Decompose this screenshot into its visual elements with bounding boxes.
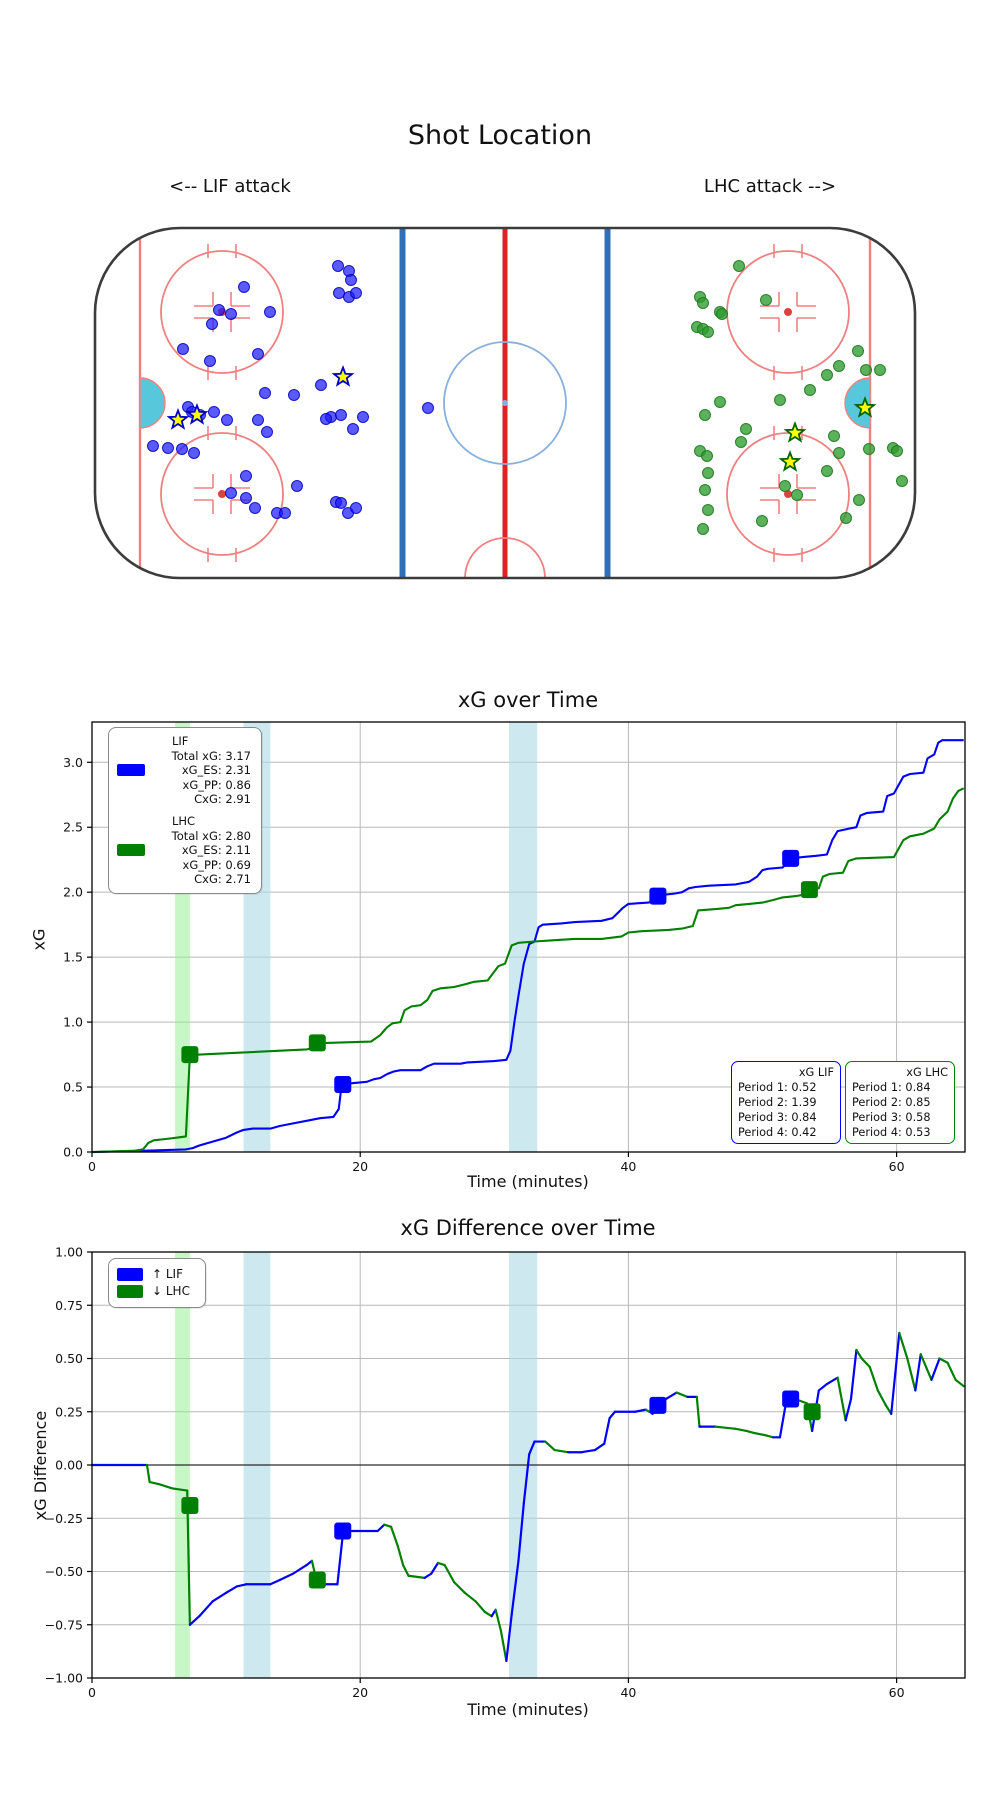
legend-stat-line: Total xG: 2.80 [171,828,251,843]
lhc-shot-dot [822,370,833,381]
xg-diff-segment [891,1333,899,1414]
x-tick-label: 60 [888,1685,905,1700]
legend-text [152,734,251,807]
xg-diff-segment [746,1431,754,1433]
lhc-shot-dot [780,481,791,492]
legend-stat-line: xG_ES: 2.11 [181,843,251,858]
y-tick-label: 0.0 [63,1144,83,1160]
xg-diff-segment [199,1601,212,1616]
lhc-shot-dot [741,424,752,435]
goal-marker-lhc [801,882,817,898]
chart1-legend [108,727,262,894]
y-tick-label: 1.5 [63,949,83,965]
lhc-shot-dot [864,444,875,455]
rink-diagram [95,228,915,578]
xg-diff-segment [337,1535,342,1584]
goal-marker-lif [650,1397,666,1413]
x-tick-label: 40 [620,1685,637,1700]
lif-shot-dot [241,471,252,482]
xg-diff-segment [862,1359,870,1368]
y-tick-label: −1.00 [44,1670,83,1686]
period-stat-line: Period 2: 0.85 [852,1096,931,1110]
x-tick-label: 20 [352,1685,369,1700]
xg-diff-segment [555,1450,568,1452]
lhc-shot-dot [736,437,747,448]
y-tick-label: 2.0 [63,884,83,900]
goal-marker-lhc [309,1572,325,1588]
lif-shot-dot [333,261,344,272]
x-tick-label: 20 [352,1159,369,1174]
y-tick-label: −0.25 [44,1510,83,1526]
lhc-shot-dot [703,468,714,479]
diff-legend-label: ↓ LHC [152,1284,190,1299]
xg-diff-segment [476,1601,485,1612]
period-stat-line: Period 3: 0.84 [738,1111,817,1125]
legend-stat-line: xG_PP: 0.86 [182,777,251,792]
powerplay-band [509,722,537,1152]
lhc-shot-dot [834,448,845,459]
faceoff-spot [218,490,226,498]
lif-shot-dot [336,498,347,509]
lhc-attack-label: LHC attack --> [703,176,837,197]
xg-diff-segment [697,1397,700,1427]
xg-diff-segment [926,1367,931,1380]
xg-diff-segment [398,1546,403,1565]
xg-diff-segment [851,1350,856,1399]
y-tick-label: 0.5 [63,1079,83,1095]
xg-diff-segment [846,1399,851,1420]
legend-stat-line: Total xG: 3.17 [171,748,251,763]
chart1-x-axis-label: Time (minutes) [467,1172,589,1191]
xg-diff-segment [150,1482,159,1484]
lif-shot-dot [222,415,233,426]
lhc-shot-dot [897,476,908,487]
lif-shot-dot [250,503,261,514]
xg-diff-segment [736,1429,747,1431]
lif-shot-dot [207,319,218,330]
xg-diff-segment [454,1582,465,1593]
lhc-shot-dot [761,295,772,306]
legend-stat-line: CxG: 2.91 [194,792,251,807]
lhc-shot-dot [875,365,886,376]
lif-shot-dot [253,415,264,426]
legend-team-name: LHC [172,813,196,828]
lhc-shot-dot [861,365,872,376]
goal-marker-lif [335,1523,351,1539]
lhc-shot-dot [829,431,840,442]
chart1-y-axis-label: xG [29,928,49,951]
lif-shot-dot [148,441,159,452]
xg-diff-segment [431,1563,438,1574]
faceoff-spot [784,308,792,316]
xg-diff-segment [425,1574,432,1578]
lhc-shot-dot [805,385,816,396]
y-tick-label: 0.50 [55,1351,83,1366]
xg-diff-segment [610,1412,615,1418]
lif-shot-dot [214,305,225,316]
lif-shot-dot [423,403,434,414]
goal-marker-lif [335,1076,351,1092]
period-stat-line: Period 1: 0.52 [738,1081,817,1095]
legend-group-lhc [117,814,251,887]
lif-color-swatch [117,764,145,776]
y-tick-label: −0.75 [44,1617,83,1633]
lif-shot-dot [239,282,250,293]
lif-shot-dot [351,503,362,514]
goal-marker-lif [783,1391,799,1407]
xg-diff-segment [677,1393,688,1397]
lif-shot-dot [226,309,237,320]
period-box-title: xG LIF [798,1066,834,1079]
xg-diff-segment [899,1333,907,1359]
chart2-y-axis-label: xG Difference [31,1410,51,1521]
xg-diff-segment [827,1378,838,1384]
lhc-shot-dot [792,490,803,501]
lhc-shot-dot [703,505,714,516]
xg-diff-segment [604,1418,609,1444]
lif-shot-dot [226,488,237,499]
xg-diff-segment [501,1631,506,1661]
lif-shot-dot [348,424,359,435]
lif-period-box [731,1061,841,1144]
lhc-shot-dot [717,309,728,320]
xg-diff-segment [226,1586,237,1592]
xg-diff-segment [378,1525,385,1531]
lif-shot-dot [205,356,216,367]
y-tick-label: −0.50 [44,1564,83,1579]
xg-diff-segment [147,1465,150,1482]
period-stat-line: Period 4: 0.42 [738,1126,817,1140]
lhc-period-box [845,1061,955,1144]
lif-shot-dot [262,427,273,438]
lhc-shot-dot [822,466,833,477]
diff-legend-label: ↑ LIF [152,1267,183,1281]
shot-location-title: Shot Location [407,120,593,151]
xg-diff-segment [716,1427,736,1429]
lif-shot-dot [358,412,369,423]
y-tick-label: 0.75 [55,1297,83,1313]
legend-group-lif [117,734,251,807]
xg-diff-segment [445,1565,454,1582]
chart2-x-axis-label: Time (minutes) [467,1700,589,1719]
xg-diff-segment [293,1565,306,1574]
xg-diff-segment [838,1378,846,1421]
lhc-shot-dot [834,361,845,372]
xg-diff-segment [190,1616,199,1625]
xg-diff-segment [915,1354,920,1390]
diff-legend-row [117,1267,195,1282]
x-tick-label: 0 [88,1159,96,1174]
xg-diff-segment [403,1565,408,1576]
xg-diff-segment [754,1433,765,1435]
legend-team-name: LIF [172,734,189,748]
lif-shot-dot [321,414,332,425]
xg-diff-segment [465,1593,476,1602]
period-stat-line: Period 2: 1.39 [738,1096,817,1110]
xg-diff-segment [878,1390,886,1405]
lhc-shot-dot [700,410,711,421]
x-tick-label: 0 [88,1685,96,1700]
xg-diff-segment [870,1367,878,1390]
lif-shot-dot [189,448,200,459]
xg-diff-segment [931,1359,939,1380]
xg-diff-segment [408,1576,424,1578]
y-tick-label: 0.00 [55,1457,83,1473]
legend-stat-line: xG_ES: 2.31 [181,763,251,778]
y-tick-label: 1.0 [63,1014,83,1030]
lhc-shot-dot [700,485,711,496]
lhc-shot-dot [757,516,768,527]
xg-diff-segment [581,1450,594,1452]
y-tick-label: 3.0 [63,754,83,770]
lif-shot-dot [178,344,189,355]
xg-diff-segment [666,1393,677,1399]
xg-diff-segment [948,1363,956,1380]
lif-shot-dot [346,275,357,286]
lhc-shot-dot [698,524,709,535]
period-box-title: xG LHC [906,1066,948,1079]
lhc-shot-dot [854,495,865,506]
xg-diff-segment [921,1354,926,1367]
xg-diff-segment [159,1484,172,1488]
y-tick-label: 2.5 [63,819,83,835]
xg-diff-segment [595,1444,604,1450]
lhc-shot-dot [892,446,903,457]
lif-shot-dot [177,444,188,455]
xg-diff-segment [213,1593,226,1602]
xg-diff-segment [907,1359,915,1391]
goal-marker-lhc [804,1404,820,1420]
lif-shot-dot [289,390,300,401]
goal-marker-lif [650,888,666,904]
lhc-shot-dot [702,451,713,462]
goal-marker-lif [783,850,799,866]
xg-diff-segment [940,1359,948,1363]
xg-diff-segment [496,1610,501,1631]
legend-text [152,814,251,887]
lhc-shot-dot [734,261,745,272]
x-tick-label: 60 [888,1159,905,1174]
lif-shot-dot [334,288,345,299]
x-tick-label: 40 [620,1159,637,1174]
xg-diff-segment [391,1527,398,1546]
lhc-shot-dot [841,513,852,524]
rink-interior [95,228,915,578]
goal-marker-lhc [309,1035,325,1051]
lif-shot-dot [351,288,362,299]
xg-diff-segment [956,1380,964,1386]
y-tick-label: 0.25 [55,1404,83,1420]
lif-shot-dot [241,493,252,504]
period-stat-line: Period 3: 0.58 [852,1111,931,1125]
lif-shot-dot [260,388,271,399]
center-dot [502,400,508,406]
legend-stat-line: xG_PP: 0.69 [182,857,251,872]
xg-diff-segment [856,1350,861,1359]
xg-diff-segment [545,1442,554,1451]
chart2-title: xG Difference over Time [400,1216,656,1240]
period-stat-line: Period 1: 0.84 [852,1081,931,1095]
lhc-shot-dot [853,346,864,357]
diff-legend-swatch [117,1268,143,1281]
y-tick-label: 1.00 [55,1244,83,1260]
xg-diff-segment [280,1574,293,1580]
chart1-title: xG over Time [457,688,599,712]
xg-difference-chart [45,1245,965,1701]
lif-shot-dot [163,443,174,454]
lif-attack-label: <-- LIF attack [169,176,291,197]
lif-shot-dot [292,481,303,492]
chart2-legend [108,1258,206,1308]
diff-legend-swatch [117,1285,143,1298]
goal-marker-lhc [182,1047,198,1063]
lif-shot-dot [209,407,220,418]
goal-marker-lhc [182,1497,198,1513]
diff-legend-row [117,1284,195,1299]
lhc-shot-dot [775,395,786,406]
lif-shot-dot [253,349,264,360]
legend-stat-line: CxG: 2.71 [194,872,251,887]
lif-shot-dot [280,508,291,519]
lhc-color-swatch [117,844,145,856]
xg-diff-segment [765,1435,773,1437]
lif-shot-dot [316,380,327,391]
lhc-shot-dot [703,327,714,338]
xg-diff-segment [485,1612,492,1616]
period-stat-line: Period 4: 0.53 [852,1126,931,1140]
lhc-shot-dot [698,298,709,309]
xg-diff-segment [819,1384,827,1390]
xg-diff-segment [270,1580,279,1584]
lif-shot-dot [265,307,276,318]
lhc-shot-dot [715,397,726,408]
lif-shot-dot [336,410,347,421]
